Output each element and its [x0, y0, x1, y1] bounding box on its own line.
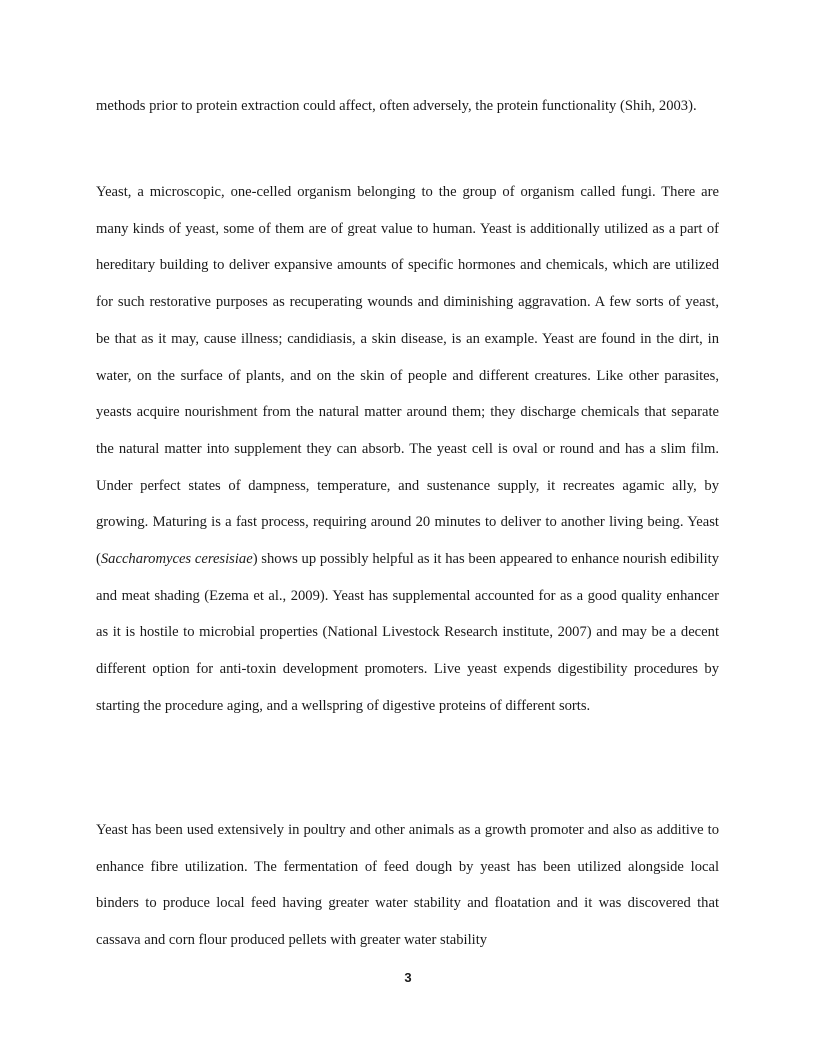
species-name-italic: Saccharomyces ceresisiae	[100, 551, 253, 568]
paragraph-yeast-poultry	[96, 812, 719, 959]
paragraph-protein-functionality	[96, 88, 719, 125]
paragraph-text-part: ) shows up possibly helpful as it has been appeared to enhance nourish edibility and meat shading (Ezema et al., 2009). Yeast has supplemental accounted for as a good quality enhancer as it is hostile to microbial properties (National Livestock Research institute, 2007) and may be a decent different option for anti-toxin development promoters. Live yeast expends digestibility procedures by starting the procedure aging, and a wellspring of digestive proteins of different sorts.	[96, 551, 719, 714]
paragraph-text: Yeast has been used extensively in poultry and other animals as a growth promoter and also as additive to enhance fibre utilization. The fermentation of feed dough by yeast has been utilized alongside local binders to produce local feed having greater water stability and floatation and it was discovered that cassava and corn flour produced pellets with greater water stability	[96, 822, 719, 949]
paragraph-text-part: Yeast, a microscopic, one-celled organism belonging to the group of organism called fungi. There are many kinds of yeast, some of them are of great value to human. Yeast is additionally utilized as a part of hereditary building to deliver expansive amounts of specific hormones and chemicals, which are utilized for such restorative purposes as recuperating wounds and diminishing aggravation. A few sorts of yeast, be that as it may, cause illness; candidiasis, a skin disease, is an example. Yeast are found in the dirt, in water, on the surface of plants, and on the skin of people and different creatures. Like other parasites, yeasts acquire nourishment from the natural matter around them; they discharge chemicals that separate the natural matter into supplement they can absorb. The yeast cell is oval or round and has a slim film. Under perfect states of dampness, temperature, and sustenance supply, it recreates agamic ally, by growing. Maturing is a fast process, requiring around 20 minutes to deliver to another living being. Yeast (	[96, 184, 719, 568]
page-number: 3	[404, 970, 412, 985]
paragraph-yeast-description	[96, 174, 719, 725]
paragraph-text: methods prior to protein extraction could affect, often adversely, the protein functionality (Shih, 2003).	[96, 98, 697, 114]
